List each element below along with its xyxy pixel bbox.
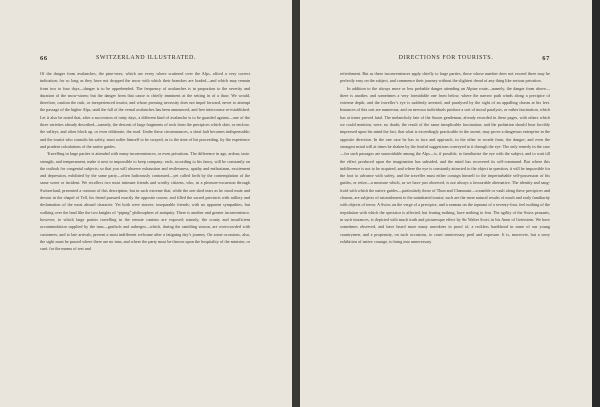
left-page xyxy=(0,0,292,407)
right-page xyxy=(300,0,592,407)
running-head: SWITZERLAND ILLUSTRATED. xyxy=(95,55,197,61)
page-number: 66 xyxy=(40,55,48,62)
page-number: 67 xyxy=(542,55,550,62)
paragraph: Of the danger from avalanches, the pine-trees, which are every where scattered over the Alps, afford a very correct indication; for so long as they have not dropped the snow with which their branches are loaded—and which may remain from two to four days—danger is to be apprehended. The frequency of avalanches is in proportion to the severity and duration of the snow-storm; but the danger from that cause is chiefly imminent at the setting in of a thaw. We would, therefore, caution the rash, or inexperienced tourist, and whose pressing necessity does not impel forward, never to attempt the passage of the higher Alps, until the fall of the vernal avalanches has been announced, and free intercourse re-established. Let it also be noted that, after a succession of rainy days, a different kind of avalanche is to be guarded against—one of the three varieties already described—namely, the descent of large fragments of rock from the precipices which skirt, or enclose, the valleys, and often block up, or even obliterate, the road. Under these circumstances, a short halt becomes indispensable; and the tourist who consults his safety, must suffer himself to be swayed, as to the time of his proceeding, by the experience and prudent calculations of the native guides. xyxy=(40,71,250,149)
running-head: DIRECTIONS FOR TOURISTS. xyxy=(398,55,494,61)
paragraph: In addition to the always more or less probable danger attending an Alpine route—namely, the danger from above—there is another, and sometimes a very formidable one from below, where the narrow path winds along a precipice of extreme depth, and the traveller’s eye is suddenly arrested, and paralysed by the sight of an appalling chasm at his feet. Instances of this sort are numerous; and on nervous individuals produce a sort of moral paralysis, or rather fascination, which has at times proved fatal. The melancholy fate of the Saxon gentleman, already recorded in these pages, with others which we could mention, were, no doubt, the result of the same inexplicable fascination; and the probation should bear forcibly impressed upon his mind the fact, that what is exceedingly practicable in the ascent, may prove a dangerous enterprise in the opposite direction. In the one case he has to face and approach, in the other to recede from, the danger; and even the strongest mind will at times be shaken by the fearful suggestions conveyed to it through the eye. The only remedy in the case—for such passages are unavoidable among the Alps—is, if possible, to familiarize the eye with the subject, and to wait till the effect produced upon the imagination has subsided, and the mind has recovered its self-command. But where this indifference is not to be acquired, and where the eye is constantly attracted to the object in question, it will be impossible for the foot to advance with safety, and the traveller must either consign himself to the imperturbable self-possession of his guides, or retire—a measure which, as we have just observed, is not always a favourable alternative. The identity and sang-froid with which the native guides—particularly those of Thun and Chamouni—scramble or vault along these precipices and chasms, are subjects of astonishment to the uninitiated tourist; such are the mere natural results of much and early familiarity with objects of terror. A Swiss on the verge of a precipice, and a seaman on the topmast of a seventy-four, feel nothing of the trepidation with which the spectator is affected, but fearing nothing, have nothing to fear. The agility of the Swiss peasants, in such instances, is depicted with much truth and picturesque effect by Sir Walter Scott, in his Anne of Geierstein. We have sometimes observed, and have heard more many anecdotes in proof of, a reckless hardihood in some of our young countrymen, and a propensity, on such occasions, to court unnecessary peril and exposure. It is, moreover, but a sorry exhibition of native courage, to bring into unnecessary xyxy=(340,85,550,244)
right-page-body xyxy=(340,70,550,245)
book-gutter xyxy=(292,0,300,407)
left-page-body xyxy=(40,70,250,252)
right-page-header xyxy=(320,55,572,65)
paragraph: Travelling in large parties is attended with many inconveniences, or even privations. The difference in age, ardour, taste, strength, and temperament, make it next to impossible to keep company; each, according to his fancy, will be constantly on the outlook for congenial subjects; so that you will observe exhaustion and restlessness, apathy and enthusiasm, excitement and depression, exhibited by the same party—often ludicrously contrasted—yet called forth by the contemplation of the same scene or incident. We recollect two most intimate friends and worthy citizens, who, in a pleasure-excursion through Switzerland, presented a contrast of this description, but in such extreme that, while the one shed tears as he stood mute and devout in the chapel of Tell, his friend pursued exactly the opposite course, and filled the sacred precincts with raillery and declamation of the most absurd character. Yet both were sincere, inseparable friends; with no apparent sympathies, but walking over the land like the two knights of “piping” philosophers of antiquity. There is another and greater inconvenience, however, to which large parties travelling in the remote cantons are exposed; namely, the scanty and insufficient accommodation supplied by the inns—gasthofs and auberges—which, during the rambling season, are overcrowded with customers; and to late arrivals, present a most indifferent welcome after a fatiguing day’s journey. On some occasions, also, the sight must be passed where there are no inns, and where the party must be thrown upon the hospitality of the minister, or curé, for the means of rest and xyxy=(40,151,250,252)
paragraph: refreshment. But as these inconveniences apply chiefly to large parties, those whose number does not exceed three may be perfectly easy on the subject, and commence their journey without the slightest dread of any thing like serious privation. xyxy=(340,71,550,84)
left-page-header xyxy=(20,55,272,65)
